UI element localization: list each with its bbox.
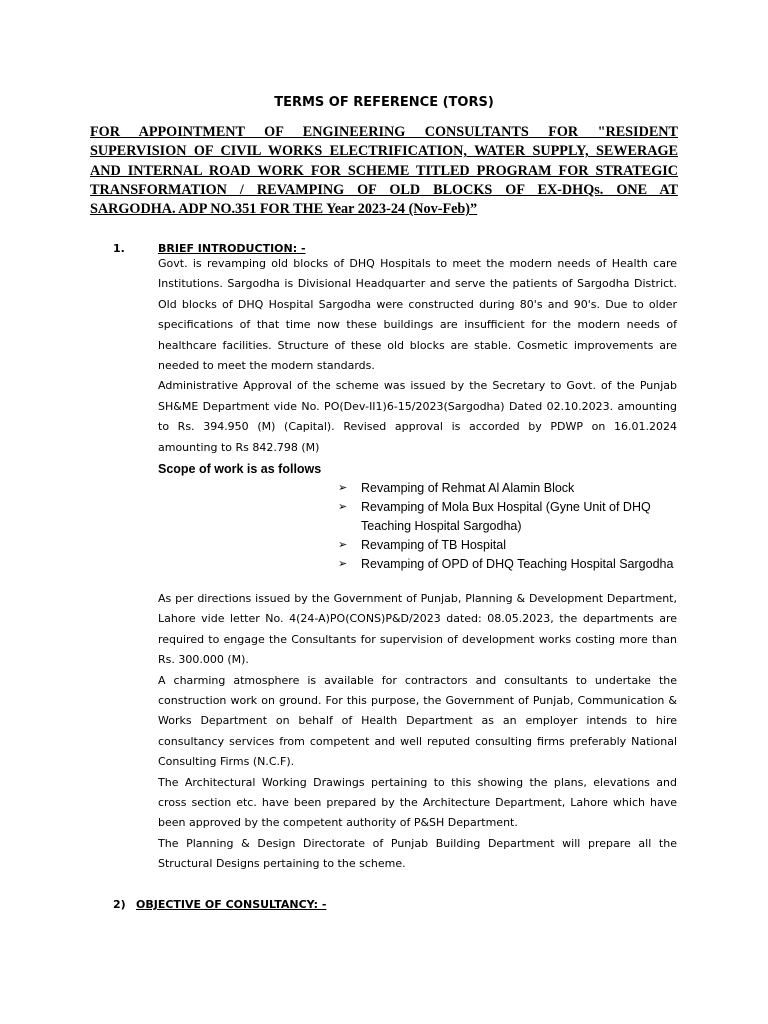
scope-list	[338, 479, 678, 574]
document-title: TERMS OF REFERENCE (TORS)	[274, 95, 494, 110]
arrow-bullet-icon: ➢	[338, 539, 348, 551]
scope-item-text: Revamping of Mola Bux Hospital (Gyne Unit of DHQ Teaching Hospital Sargodha)	[361, 500, 651, 533]
scope-item-text: Revamping of Rehmat Al Alamin Block	[361, 481, 575, 495]
scope-item	[338, 555, 678, 574]
section-2-number: 2)	[113, 898, 126, 911]
section-1-heading: BRIEF INTRODUCTION: -	[158, 242, 306, 255]
section-2-heading: OBJECTIVE OF CONSULTANCY: -	[136, 898, 327, 911]
intro-paragraph: Administrative Approval of the scheme was issued by the Secretary to Govt. of the Punjab SH&ME Department vide No. PO(Dev-II1)6-15/2023(Sargodha) Dated 02.10.2023. amounting to Rs. 394.950 (M) (Capital). Revised approval is accorded by PDWP on 16.01.2024 amounting to Rs 842.798 (M)	[158, 379, 677, 454]
scope-item-text: Revamping of OPD of DHQ Teaching Hospital Sargodha	[361, 557, 674, 571]
section-1-intro	[158, 254, 677, 458]
closing-paragraph: The Planning & Design Directorate of Punjab Building Department will prepare all the Structural Designs pertaining to the scheme.	[158, 836, 677, 871]
scope-heading: Scope of work is as follows	[158, 462, 322, 476]
document-subject: FOR APPOINTMENT OF ENGINEERING CONSULTANTS FOR "RESIDENT SUPERVISION OF CIVIL WORKS ELECTRIFICATION, WATER SUPPLY, SEWERAGE AND INTERNAL ROAD WORK FOR SCHEME TITLED PROGRAM FOR STRATEGIC TRANSFORMATION / REVAMPING OF OLD BLOCKS OF EX-DHQs. ONE AT SARGODHA. ADP NO.351 FOR THE Year 2023-24 (Nov-Feb)”	[90, 124, 678, 218]
intro-paragraph: Govt. is revamping old blocks of DHQ Hospitals to meet the modern needs of Health care Institutions. Sargodha is Divisional Headquarter and serve the patients of Sargodha District. Old blocks of DHQ Hospital Sargodha were constructed during 80's and 90's. Due to older specifications of that time now these buildings are insufficient for the modern needs of healthcare facilities. Structure of these old blocks are stable. Cosmetic improvements are needed to meet the modern standards.	[158, 257, 677, 373]
section-1-number: 1.	[113, 242, 125, 255]
scope-item	[338, 479, 678, 498]
arrow-bullet-icon: ➢	[338, 482, 348, 494]
closing-paragraph: A charming atmosphere is available for contractors and consultants to undertake the construction work on ground. For this purpose, the Government of Punjab, Communication & Works Department on behalf of Health Department as an employer intends to hire consultancy services from competent and well reputed consulting firms preferably National Consulting Firms (N.C.F).	[158, 673, 677, 769]
scope-item-text: Revamping of TB Hospital	[361, 538, 506, 552]
arrow-bullet-icon: ➢	[338, 501, 348, 513]
scope-item	[338, 498, 678, 536]
closing-paragraph: As per directions issued by the Government of Punjab, Planning & Development Department, Lahore vide letter No. 4(24-A)PO(CONS)P&D/2023 dated: 08.05.2023, the departments are required to engage the Consultants for supervision of development works costing more than Rs. 300.000 (M).	[158, 592, 677, 667]
section-1-closing	[158, 589, 677, 875]
arrow-bullet-icon: ➢	[338, 558, 348, 570]
scope-item	[338, 536, 678, 555]
closing-paragraph: The Architectural Working Drawings pertaining to this showing the plans, elevations and cross section etc. have been prepared by the Architecture Department, Lahore which have been approved by the competent authority of P&SH Department.	[158, 775, 677, 830]
